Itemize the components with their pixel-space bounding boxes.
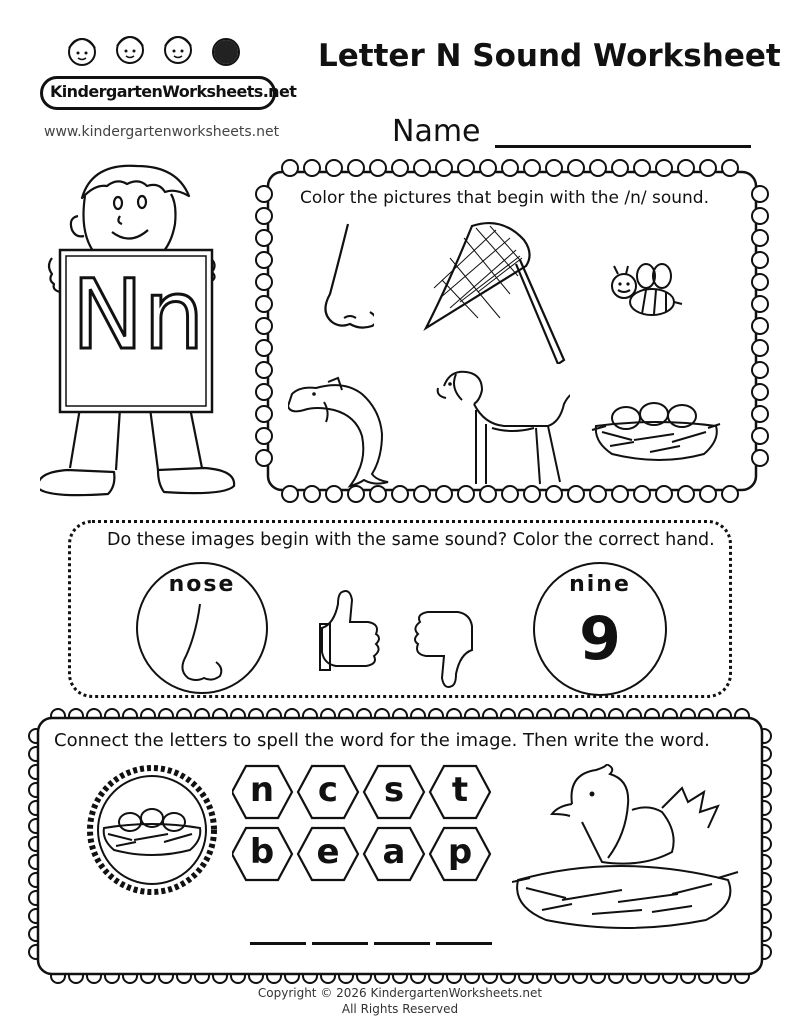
- hex-letter-s[interactable]: s: [383, 770, 405, 810]
- hex-letter-c[interactable]: c: [317, 770, 339, 810]
- nose-small-icon: [176, 602, 226, 688]
- footer-copyright: Copyright © 2026 KindergartenWorksheets.net: [257, 986, 543, 1000]
- net-picture[interactable]: [420, 218, 570, 364]
- nest-picture[interactable]: [590, 396, 722, 466]
- write-line-1[interactable]: [250, 942, 306, 945]
- section-2-instruction: Do these images begin with the same sound? Color the correct hand.: [107, 530, 715, 550]
- thumbs-down-icon[interactable]: [412, 604, 478, 690]
- nest-circle-picture: [86, 764, 218, 896]
- site-url: www.kindergartenworksheets.net: [44, 124, 280, 140]
- write-line-2[interactable]: [312, 942, 368, 945]
- number-nine: 9: [579, 604, 621, 674]
- write-line-4[interactable]: [436, 942, 492, 945]
- right-word-nine: nine: [569, 572, 631, 597]
- hex-letter-p[interactable]: p: [447, 832, 473, 872]
- left-word-nose: nose: [168, 572, 236, 597]
- footer-rights: All Rights Reserved: [341, 1002, 459, 1016]
- hex-letter-t[interactable]: t: [451, 770, 469, 810]
- section-1-instruction: Color the pictures that begin with the /n/ sound.: [300, 188, 710, 208]
- hex-letter-b[interactable]: b: [249, 832, 275, 872]
- page-title: Letter N Sound Worksheet: [318, 38, 781, 74]
- dolphin-picture[interactable]: [288, 376, 398, 488]
- nose-picture[interactable]: [318, 222, 374, 342]
- name-write-line[interactable]: [495, 145, 751, 148]
- hex-letter-e[interactable]: e: [316, 832, 340, 872]
- name-label: Name: [392, 114, 481, 149]
- hex-letter-n[interactable]: n: [249, 770, 275, 810]
- logo-text: KindergartenWorksheets.net: [50, 82, 297, 101]
- dog-picture[interactable]: [436, 366, 570, 490]
- bee-picture[interactable]: [606, 262, 686, 326]
- write-line-3[interactable]: [374, 942, 430, 945]
- big-letter-nn: Nn: [71, 259, 205, 371]
- thumbs-up-icon[interactable]: [316, 588, 384, 672]
- hex-letter-a[interactable]: a: [382, 832, 406, 872]
- section-3-instruction: Connect the letters to spell the word for the image. Then write the word.: [54, 730, 710, 751]
- bird-on-nest-picture: [512, 764, 742, 934]
